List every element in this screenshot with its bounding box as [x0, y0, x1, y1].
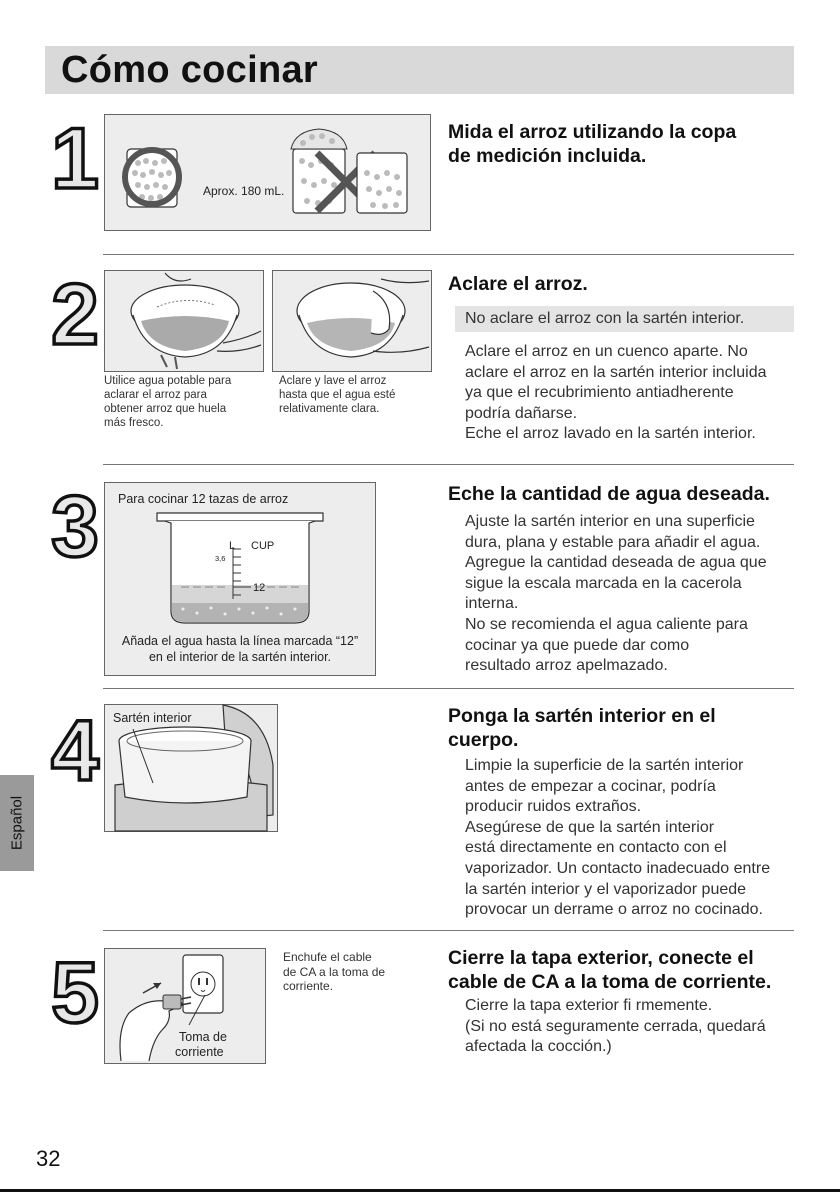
step-number-3-badge	[50, 479, 99, 575]
divider	[103, 930, 794, 931]
scale-36-label: 3,6	[215, 554, 226, 563]
step-number-4-badge	[50, 703, 99, 799]
step1-figure	[104, 114, 431, 231]
step-number-1-badge	[50, 111, 99, 207]
step-number-2: 2	[51, 267, 99, 363]
inner-pan-in-body-image	[105, 705, 277, 831]
step3-heading: Eche la cantidad de agua deseada.	[448, 483, 770, 505]
rinse-bowl-image	[105, 271, 263, 371]
step3-figure	[104, 482, 376, 676]
step3-body: Ajuste la sartén interior en una superficie dura, plana y estable para añadir el agua. Agregue la cantidad deseada de agua que sigue la escala marcada en la cacerola interna. No se recomienda el agua caliente para cocinar ya que puede dar como resultado arroz apelmazado.	[465, 513, 767, 675]
divider	[103, 254, 794, 255]
step4-body: Limpie la superficie de la sartén interior antes de empezar a cocinar, podría producir ruidos extraños. Asegúrese de que la sartén interior está directamente en contacto con el vaporizador. Un contacto inadecuado entre la sartén interior y el vaporizador puede provocar un derrame o arroz no cocinado.	[465, 757, 771, 919]
step2-caption-right: Aclare y lave el arroz hasta que el agua esté relativamente clara.	[279, 375, 396, 415]
step5-side-caption: Enchufe el cable de CA a la toma de corriente.	[283, 950, 386, 993]
cup-image	[357, 153, 407, 213]
step-number-5-badge	[50, 945, 99, 1041]
scale-l-label: L	[229, 540, 236, 552]
step5-body: Cierre la tapa exterior fi rmemente. (Si no está seguramente cerrada, quedará afectada la cocción.)	[465, 997, 766, 1056]
step3-figure-title: Para cocinar 12 tazas de arroz	[118, 492, 289, 506]
step2-body: Aclare el arroz en un cuenco aparte. No aclare el arroz en la sartén interior incluida ya que el recubrimiento antiadherente podría dañarse. Eche el arroz lavado en la sartén interior.	[465, 343, 767, 443]
step2-heading: Aclare el arroz.	[448, 273, 588, 295]
step2-warning-note: No aclare el arroz con la sartén interior.	[455, 306, 794, 332]
step5-figure	[104, 948, 266, 1064]
step2-figure-left	[104, 270, 264, 372]
step5-heading: Cierre la tapa exterior, conecte el cable de CA a la toma de corriente.	[448, 947, 772, 993]
page-number: 32	[36, 1146, 61, 1171]
step-number-2-badge	[50, 267, 99, 363]
step-number-1: 1	[51, 111, 99, 207]
wash-rice-image	[273, 271, 431, 371]
step1-amount-label: Aprox. 180 mL.	[203, 184, 285, 198]
inner-pan-scale-image	[105, 483, 375, 675]
step5-outlet-label-1: Toma de	[179, 1030, 227, 1044]
language-tab-label: Español	[8, 795, 26, 851]
step-number-5: 5	[51, 945, 99, 1041]
step-number-4: 4	[51, 703, 99, 799]
step-number-3: 3	[51, 479, 99, 575]
step5-outlet-label-2: corriente	[175, 1045, 224, 1059]
page-title: Cómo cocinar	[61, 49, 318, 91]
divider	[103, 688, 794, 689]
step1-heading: Mida el arroz utilizando la copa de medición incluida.	[448, 121, 737, 167]
step2-caption-left: Utilice agua potable para aclarar el arroz para obtener arroz que huela más fresco.	[104, 375, 232, 429]
scale-cup-label: CUP	[251, 540, 275, 552]
page-title-bar	[45, 46, 794, 94]
step3-figure-caption-2: en el interior de la sartén interior.	[148, 650, 332, 664]
language-tab	[0, 775, 34, 871]
scale-12-label: 12	[253, 582, 266, 594]
step4-figure-label: Sartén interior	[113, 711, 192, 725]
step4-heading: Ponga la sartén interior en el cuerpo.	[448, 705, 716, 751]
plug-into-outlet-image	[105, 949, 265, 1063]
divider	[103, 464, 794, 465]
step3-figure-caption-1: Añada el agua hasta la línea marcada “12”	[121, 634, 359, 648]
step4-figure	[104, 704, 278, 832]
step2-figure-right	[272, 270, 432, 372]
